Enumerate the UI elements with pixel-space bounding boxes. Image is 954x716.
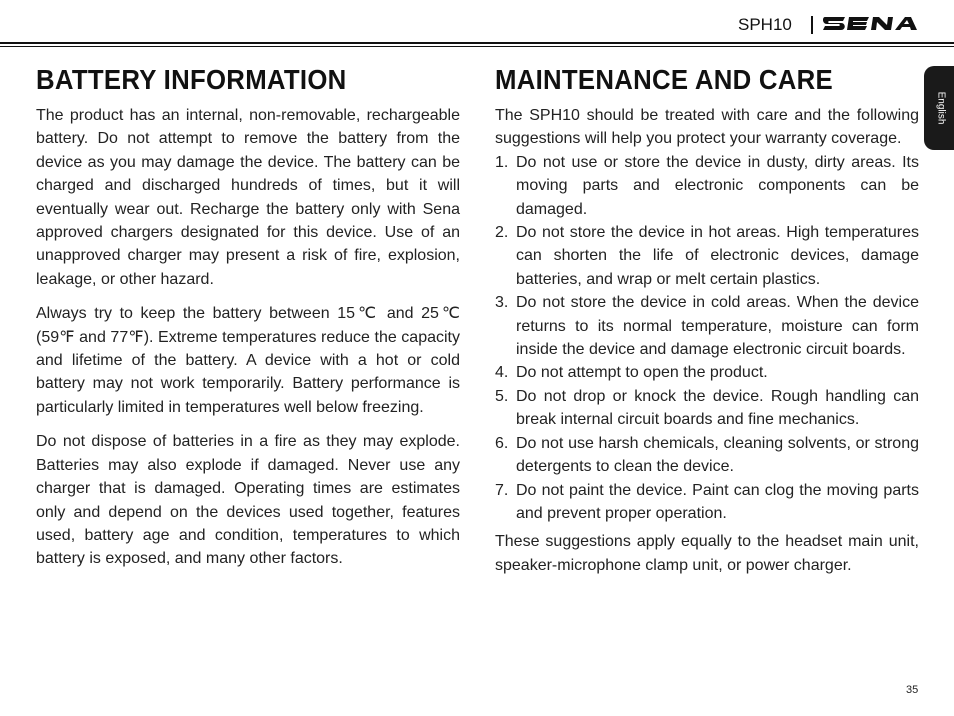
list-item — [495, 432, 919, 479]
header-model-name: SPH10 — [738, 15, 792, 34]
battery-paragraph-3: Do not dispose of batteries in a fire as they may explode. Batteries may also explode if damaged. Never use any charger that is damaged. Operating times are estimates only and depend on the devices used together, features used, battery age and condition, temperatures to which battery is exposed, and many other factors. — [36, 433, 460, 568]
list-item-text: Do not paint the device. Paint can clog the moving parts and prevent proper operation. — [516, 481, 919, 522]
list-item-number: 2. — [495, 224, 509, 242]
list-item — [495, 479, 919, 526]
maintenance-list — [495, 151, 919, 526]
list-item-number: 4. — [495, 364, 509, 382]
battery-paragraph-2: Always try to keep the battery between 15℃ and 25℃ (59℉ and 77℉). Extreme temperatures reduce the capacity and lifetime of the battery. A device with a hot or cold battery may not work temporarily. Battery performance is particularly limited in temperatures well below freezing. — [36, 305, 460, 416]
list-item-text: Do not attempt to open the product. — [516, 364, 768, 382]
list-item-number: 6. — [495, 434, 509, 452]
list-item-number: 1. — [495, 153, 509, 171]
list-item — [495, 291, 919, 361]
list-item — [495, 151, 919, 221]
maintenance-intro: The SPH10 should be treated with care and the following suggestions will help you protect your warranty coverage. — [495, 107, 919, 148]
list-item-text: Do not use harsh chemicals, cleaning solvents, or strong detergents to clean the device. — [516, 434, 919, 476]
header-separator — [811, 16, 813, 34]
maintenance-closing: These suggestions apply equally to the headset main unit, speaker-microphone clamp unit, or power charger. — [495, 533, 919, 574]
list-item-text: Do not use or store the device in dusty, dirty areas. Its moving parts and electronic components can be damaged. — [516, 153, 919, 218]
battery-section-title: BATTERY INFORMATION — [36, 64, 347, 95]
list-item-number: 7. — [495, 481, 509, 499]
list-item — [495, 221, 919, 291]
battery-paragraph-1: The product has an internal, non-removable, rechargeable battery. Do not attempt to remove the battery from the device as you may damage the device. The battery can be charged and discharged hundreds of times, but it will eventually wear out. Recharge the battery only with Sena approved chargers designated for this device. Use of an unapproved charger may present a risk of fire, explosion, leakage, or other hazard. — [36, 107, 460, 288]
list-item-number: 5. — [495, 387, 509, 405]
sena-logo-icon — [823, 17, 919, 35]
maintenance-section — [495, 62, 919, 577]
list-item — [495, 385, 919, 432]
list-item-text: Do not store the device in cold areas. When the device returns to its normal temperature, moisture can form inside the device and damage electronic circuit boards. — [516, 294, 919, 359]
language-tab-label: English — [935, 91, 947, 125]
list-item-text: Do not store the device in hot areas. High temperatures can shorten the life of electronic devices, damage batteries, and wrap or melt certain plastics. — [516, 224, 919, 288]
list-item-number: 3. — [495, 294, 509, 312]
list-item-text: Do not drop or knock the device. Rough handling can break internal circuit boards and fine mechanics. — [516, 387, 919, 429]
header-rule-thick — [0, 42, 954, 44]
page-number: 35 — [906, 684, 919, 696]
list-item — [495, 361, 919, 384]
battery-information-section — [36, 62, 460, 571]
language-side-tab — [924, 66, 954, 150]
header-rule-thin — [0, 46, 954, 47]
maintenance-section-title: MAINTENANCE AND CARE — [495, 64, 834, 95]
